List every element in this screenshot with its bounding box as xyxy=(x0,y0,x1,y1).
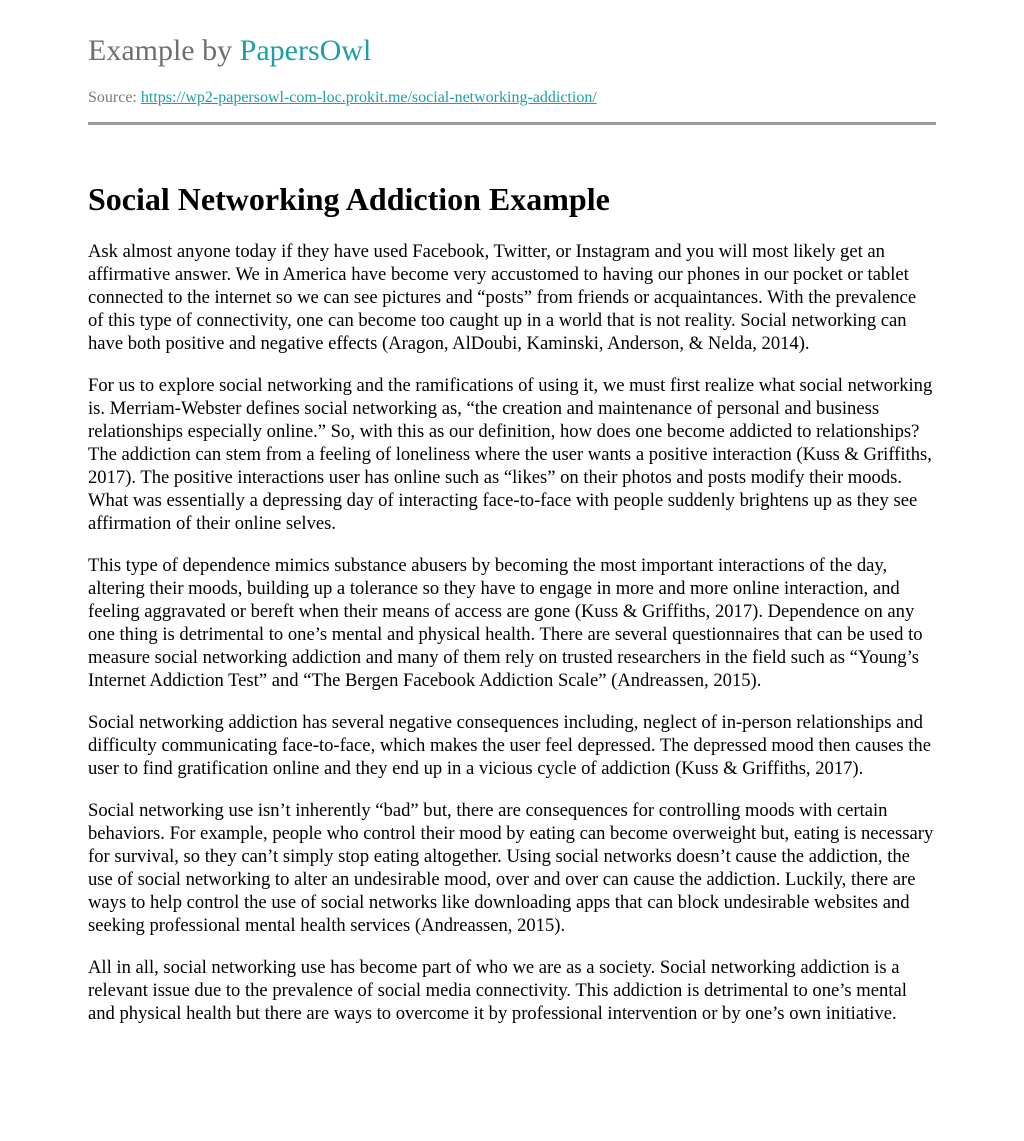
paragraph-1: Ask almost anyone today if they have used Facebook, Twitter, or Instagram and you will most likely get an affirmative answer. We in America have become very accustomed to having our phones in our pocket or tablet connected to the internet so we can see pictures and “posts” from friends or acquaintances. With the prevalence of this type of connectivity, one can become too caught up in a world that is not reality. Social networking can have both positive and negative effects (Aragon, AlDoubi, Kaminski, Anderson, & Nelda, 2014). xyxy=(88,241,917,354)
article-body xyxy=(88,240,936,1044)
source-line xyxy=(88,88,597,108)
brand-header xyxy=(88,31,371,71)
paragraph-6: All in all, social networking use has become part of who we are as a society. Social networking addiction is a relevant issue due to the prevalence of social media connectivity. This addiction is detrimental to one’s mental and physical health but there are ways to overcome it by professional intervention or by one’s own initiative. xyxy=(88,957,907,1024)
paragraph-5: Social networking use isn’t inherently “bad” but, there are consequences for controlling moods with certain behaviors. For example, people who control their mood by eating can become overweight but, eating is necessary for survival, so they can’t simply stop eating altogether. Using social networks doesn’t cause the addiction, the use of social networking to alter an undesirable mood, over and over can cause the addiction. Luckily, there are ways to help control the use of social networks like downloading apps that can block undesirable websites and seeking professional mental health services (Andreassen, 2015). xyxy=(88,800,934,936)
paragraph-2: For us to explore social networking and the ramifications of using it, we must first realize what social networking is. Merriam-Webster defines social networking as, “the creation and maintenance of personal and business relationships especially online.” So, with this as our definition, how does one become addicted to relationships? The addiction can stem from a feeling of loneliness where the user wants a positive interaction (Kuss & Griffiths, 2017). The positive interactions user has online such as “likes” on their photos and posts modify their moods. What was essentially a depressing day of interacting face-to-face with people suddenly brightens up as they see affirmation of their online selves. xyxy=(88,375,933,534)
header-divider xyxy=(88,122,936,125)
paragraph-3: This type of dependence mimics substance abusers by becoming the most important interactions of the day, altering their moods, building up a tolerance so they have to engage in more and more online interaction, and feeling aggravated or bereft when their means of access are gone (Kuss & Griffiths, 2017). Dependence on any one thing is detrimental to one’s mental and physical health. There are several questionnaires that can be used to measure social networking addiction and many of them rely on trusted researchers in the field such as “Young’s Internet Addiction Test” and “The Bergen Facebook Addiction Scale” (Andreassen, 2015). xyxy=(88,555,923,691)
source-url-link[interactable]: https://wp2-papersowl-com-loc.prokit.me/social-networking-addiction/ xyxy=(140,89,597,106)
article-title: Social Networking Addiction Example xyxy=(88,181,610,217)
brand-name-link[interactable]: PapersOwl xyxy=(239,34,372,67)
source-label: Source: xyxy=(88,89,137,106)
brand-prefix: Example by xyxy=(88,34,233,67)
paragraph-4: Social networking addiction has several negative consequences including, neglect of in-person relationships and difficulty communicating face-to-face, which makes the user feel depressed. The depressed mood then causes the user to find gratification online and they end up in a vicious cycle of addiction (Kuss & Griffiths, 2017). xyxy=(88,712,931,779)
